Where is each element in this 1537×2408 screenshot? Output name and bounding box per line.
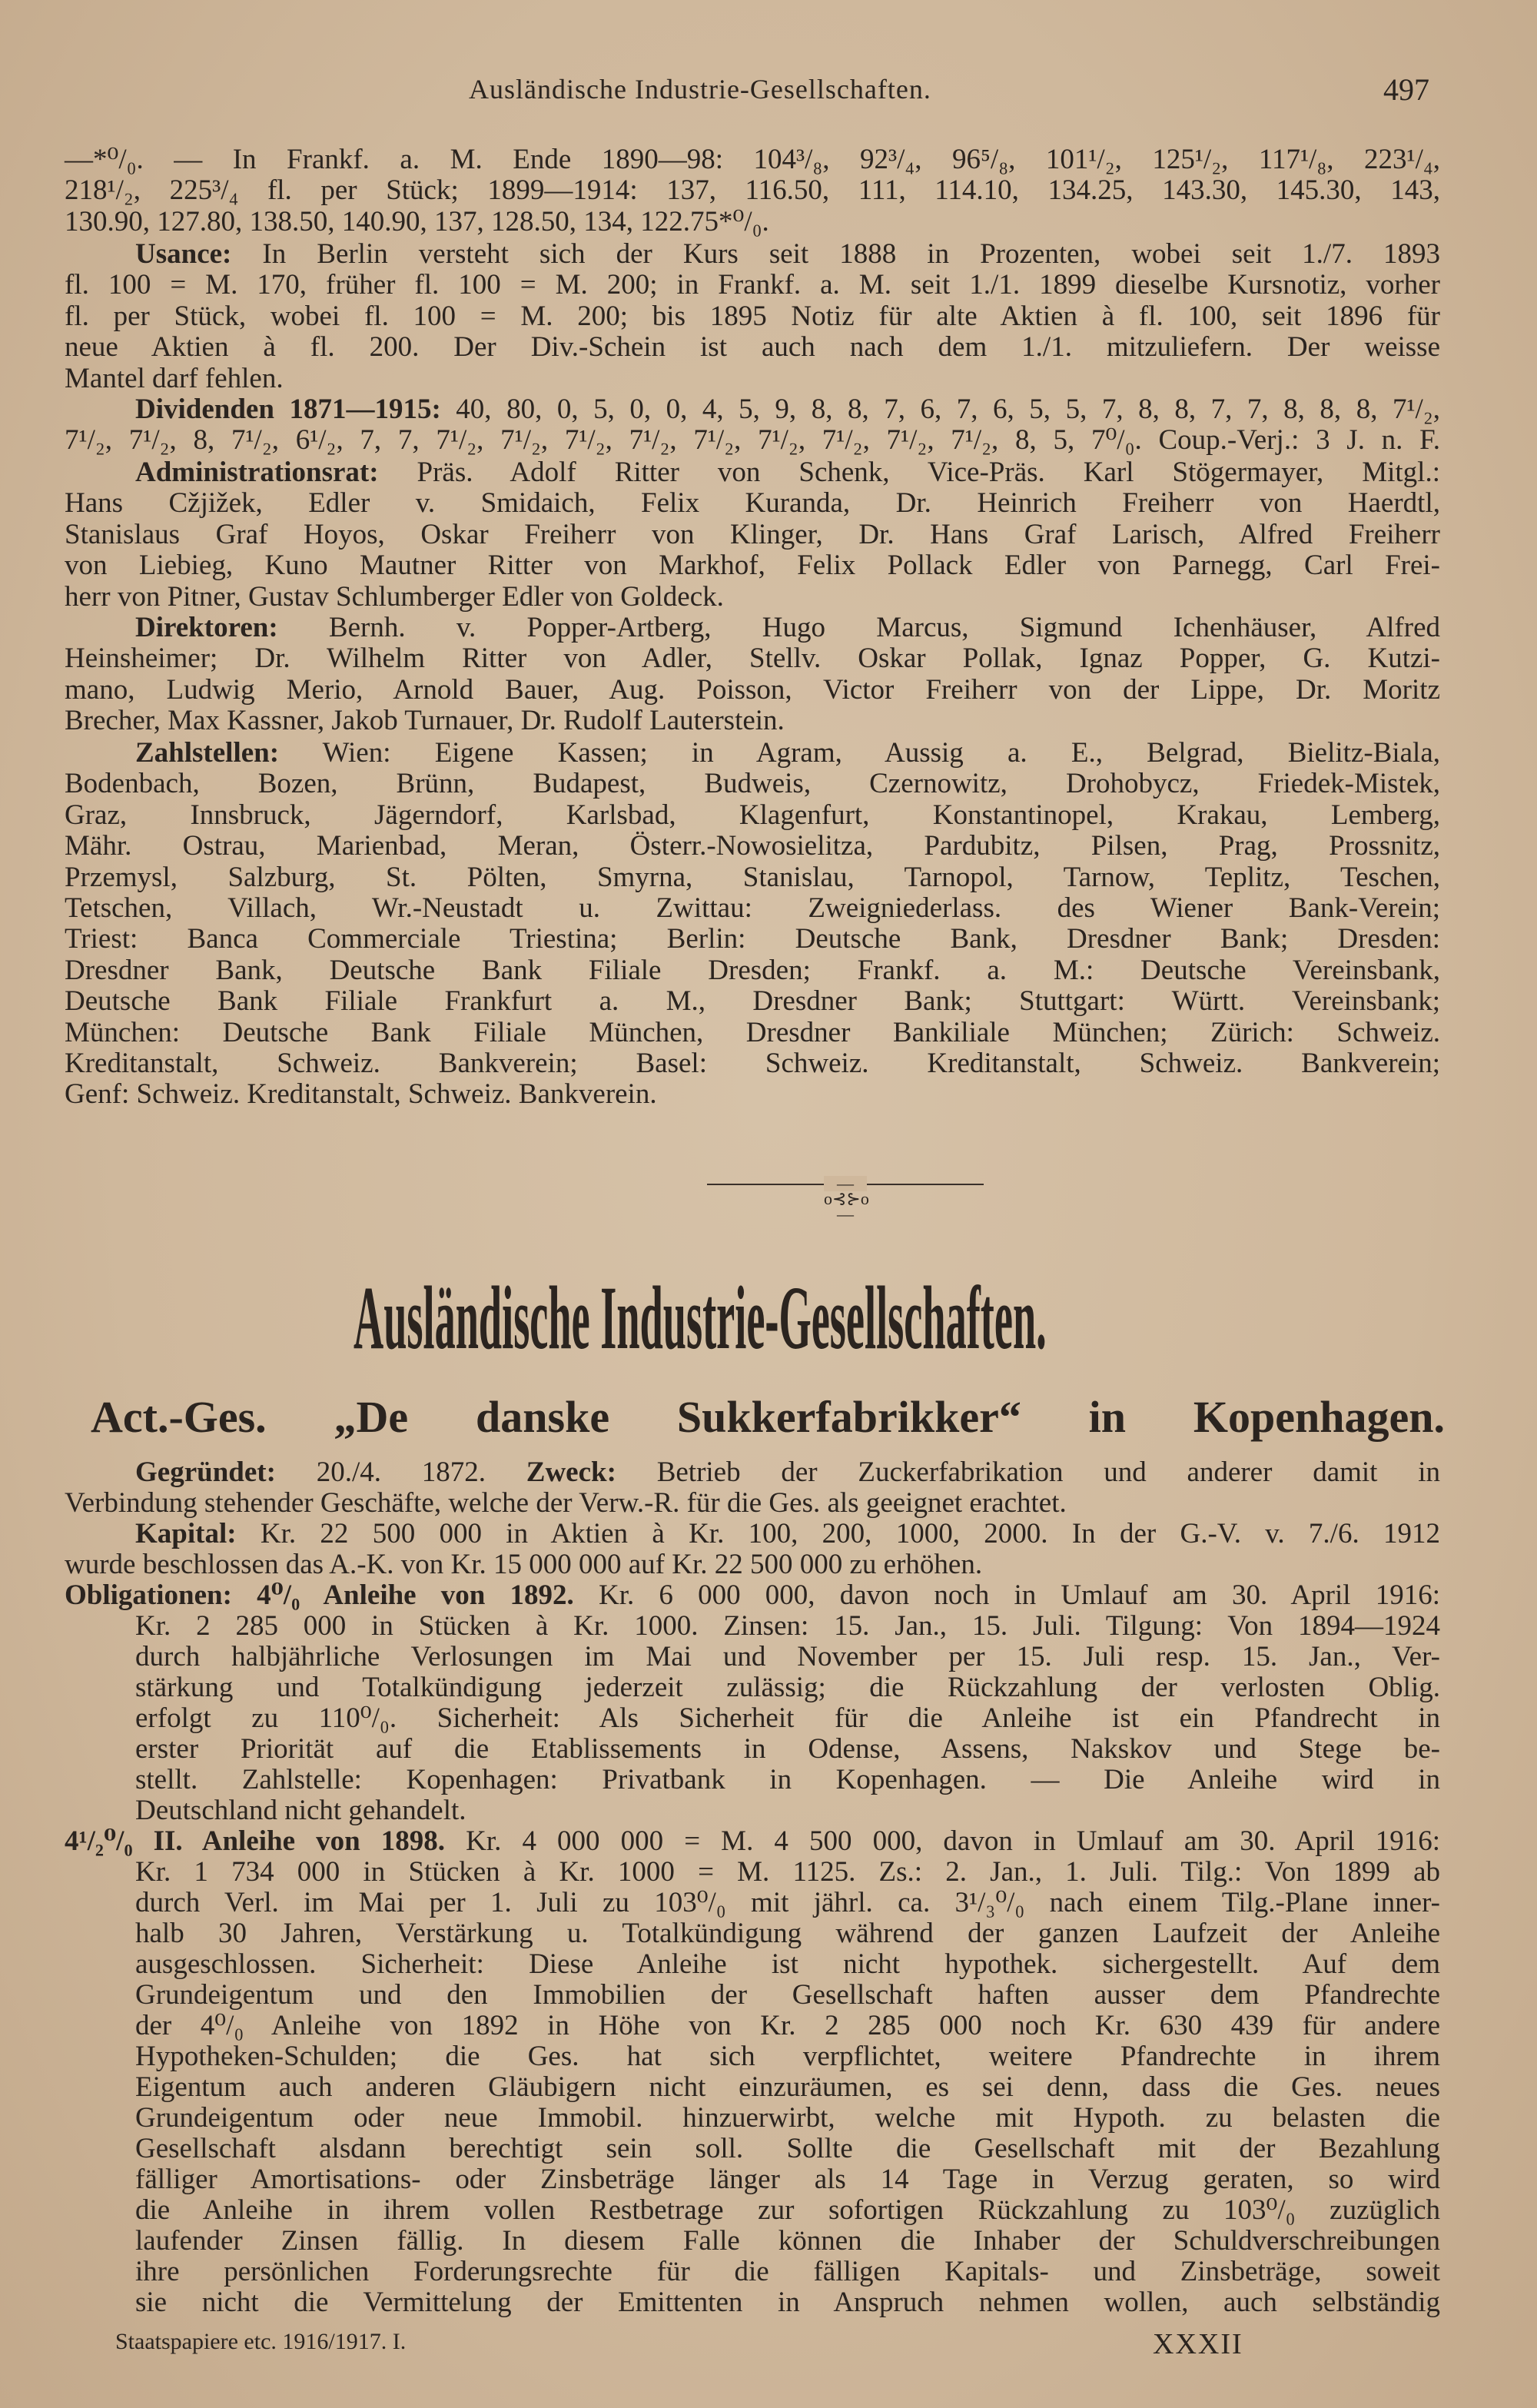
- text-line: mano, Ludwig Merio, Arnold Bauer, Aug. Poisson, Victor Freiherr von der Lippe, Dr. Moritz: [65, 673, 1440, 706]
- text-line: 218¹/₂, 225³/₄ fl. per Stück; 1899—1914: 137, 116.50, 111, 114.10, 134.25, 143.30, 145.30, 143,: [65, 174, 1440, 207]
- text-line: Deutsche Bank Filiale Frankfurt a. M., Dresdner Bank; Stuttgart: Württ. Vereinsbank;: [65, 985, 1440, 1018]
- text-line: Heinsheimer; Dr. Wilhelm Ritter von Adler, Stellv. Oskar Pollak, Ignaz Popper, G. Kutzi-: [65, 643, 1440, 675]
- text-line: Verbindung stehender Geschäfte, welche der Verw.-R. für die Ges. als geeignet erachtet.: [65, 1487, 1067, 1519]
- page-number: 497: [1383, 72, 1429, 107]
- text-line: erfolgt zu 110⁰/₀. Sicherheit: Als Sicherheit für die Anleihe ist ein Pfandrecht in: [135, 1702, 1440, 1734]
- text-line: Direktoren: Bernh. v. Popper-Artberg, Hugo Marcus, Sigmund Ichenhäuser, Alfred: [135, 612, 1440, 643]
- text-line: neue Aktien à fl. 200. Der Div.-Schein ist auch nach dem 1./1. mitzuliefern. Der weisse: [65, 331, 1440, 364]
- bold-lead: 4¹/₂⁰/₀ II. Anleihe von 1898.: [65, 1825, 446, 1857]
- bold-lead: Direktoren:: [135, 612, 278, 643]
- text-line: Mantel darf fehlen.: [65, 362, 284, 394]
- zahlstellen-paragraph: [65, 738, 1440, 1111]
- text-line: Brecher, Max Kassner, Jakob Turnauer, Dr. Rudolf Lauterstein.: [65, 705, 785, 737]
- text-line: fälliger Amortisations- oder Zinsbeträge länger als 14 Tage in Verzug geraten, so wird: [135, 2164, 1440, 2195]
- bold-lead: Obligationen: 4⁰/₀ Anleihe von 1892.: [65, 1579, 574, 1611]
- kapital-paragraph: [65, 1519, 1440, 1580]
- text-line: die Anleihe in ihrem vollen Restbetrage zur sofortigen Rückzahlung zu 103⁰/₀ zuzüglich: [135, 2194, 1440, 2226]
- text-line: Tetschen, Villach, Wr.-Neustadt u. Zwittau: Zweigniederlass. des Wiener Bank-Verein;: [65, 892, 1440, 924]
- text-line: Deutschland nicht gehandelt.: [135, 1795, 466, 1826]
- section-title: Ausländische Industrie-Gesellschaften.: [354, 1267, 1047, 1368]
- text-line: halb 30 Jahren, Verstärkung u. Totalkündigung während der ganzen Laufzeit der Anleihe: [135, 1918, 1440, 1949]
- bold-lead: Zahlstellen:: [135, 737, 280, 769]
- text-line: Mähr. Ostrau, Marienbad, Meran, Österr.-Nowosielitza, Pardubitz, Pilsen, Prag, Prossnitz,: [65, 830, 1440, 862]
- text-line: herr von Pitner, Gustav Schlumberger Edler von Goldeck.: [65, 580, 724, 613]
- text-line: Triest: Banca Commerciale Triestina; Berlin: Deutsche Bank, Dresdner Bank; Dresden:: [65, 923, 1440, 955]
- text-line: Zahlstellen: Wien: Eigene Kassen; in Agram, Aussig a. E., Belgrad, Bielitz-Biala,: [135, 737, 1440, 769]
- text-line: Kreditanstalt, Schweiz. Bankverein; Basel: Schweiz. Kreditanstalt, Schweiz. Bankverein;: [65, 1047, 1440, 1079]
- text-line: fl. 100 = M. 170, früher fl. 100 = M. 200; in Frankf. a. M. seit 1./1. 1899 dieselbe Kursnotiz, vorher: [65, 269, 1440, 301]
- text-line: München: Deutsche Bank Filiale München, Dresdner Bankiliale München; Zürich: Schweiz.: [65, 1016, 1440, 1048]
- text-line: ihre persönlichen Forderungsrechte für die fälligen Kapitals- und Zinsbeträge, soweit: [135, 2256, 1440, 2287]
- text-line: —*⁰/₀. — In Frankf. a. M. Ende 1890—98: 104³/₈, 92³/₄, 96⁵/₈, 101¹/₂, 125¹/₂, 117¹/₈, 223¹/₄,: [65, 144, 1440, 175]
- text-line: Hypotheken-Schulden; die Ges. hat sich verpflichtet, weitere Pfandrechte in ihrem: [135, 2041, 1440, 2072]
- text-line: Gesellschaft alsdann berechtigt sein soll. Sollte die Gesellschaft mit der Bezahlung: [135, 2133, 1440, 2164]
- obligationen-paragraph: [65, 1580, 1440, 1826]
- text-line: Genf: Schweiz. Kreditanstalt, Schweiz. Bankverein.: [65, 1078, 657, 1111]
- text-line: Stanislaus Graf Hoyos, Oskar Freiherr von Klinger, Dr. Hans Graf Larisch, Alfred Freiherr: [65, 518, 1440, 550]
- direktoren-paragraph: [65, 613, 1440, 737]
- gegruendet-paragraph: [65, 1457, 1440, 1519]
- bold-lead: Administrationsrat:: [135, 457, 379, 488]
- text-line: laufender Zinsen fällig. In diesem Falle können die Inhaber der Schuldverschreibungen: [135, 2225, 1440, 2257]
- usance-paragraph: [65, 239, 1440, 394]
- text-line: Eigentum auch anderen Gläubigern nicht einzuräumen, es sei denn, dass die Ges. neues: [135, 2071, 1440, 2103]
- text-line: Dresdner Bank, Deutsche Bank Filiale Dresden; Frankf. a. M.: Deutsche Vereinsbank,: [65, 954, 1440, 986]
- company-title: Act.-Ges. „De danske Sukkerfabrikker“ in Kopenhagen.: [91, 1392, 1445, 1442]
- text-line: Gegründet: 20./4. 1872. Zweck: Betrieb der Zuckerfabrikation und anderer damit in: [135, 1456, 1441, 1488]
- text-line: Bodenbach, Bozen, Brünn, Budapest, Budweis, Czernowitz, Drohobycz, Friedek-Mistek,: [65, 768, 1440, 800]
- text-line: stellt. Zahlstelle: Kopenhagen: Privatbank in Kopenhagen. — Die Anleihe wird in: [135, 1764, 1440, 1795]
- text-line: ausgeschlossen. Sicherheit: Diese Anleihe ist nicht hypothek. sichergestellt. Auf dem: [135, 1948, 1440, 1980]
- text-line: Obligationen: 4⁰/₀ Anleihe von 1892. Kr. 6 000 000, davon noch in Umlauf am 30. April 1916:: [65, 1579, 1440, 1611]
- text-line: 130.90, 127.80, 138.50, 140.90, 137, 128.50, 134, 122.75*⁰/₀.: [65, 205, 769, 237]
- bold-lead: Zweck:: [526, 1456, 616, 1488]
- text-line: Grundeigentum und den Immobilien der Gesellschaft haften ausser dem Pfandrechte: [135, 1979, 1440, 2011]
- text-line: der 4⁰/₀ Anleihe von 1892 in Höhe von Kr. 2 285 000 noch Kr. 630 439 für andere: [135, 2010, 1440, 2041]
- kurse-paragraph: [65, 144, 1440, 237]
- text-line: fl. per Stück, wobei fl. 100 = M. 200; bis 1895 Notiz für alte Aktien à fl. 100, seit 1896 für: [65, 300, 1440, 332]
- text-line: wurde beschlossen das A.-K. von Kr. 15 000 000 auf Kr. 22 500 000 zu erhöhen.: [65, 1549, 983, 1580]
- dividenden-paragraph: [65, 394, 1440, 457]
- text-line: Usance: In Berlin versteht sich der Kurs seit 1888 in Prozenten, wobei seit 1./7. 1893: [135, 238, 1440, 270]
- text-line: Grundeigentum oder neue Immobil. hinzuerwirbt, welche mit Hypoth. zu belasten die: [135, 2102, 1440, 2134]
- administrationsrat-paragraph: [65, 457, 1440, 613]
- text-line: Administrationsrat: Präs. Adolf Ritter von Schenk, Vice-Präs. Karl Stögermayer, Mitgl.:: [135, 457, 1440, 488]
- text-line: Przemysl, Salzburg, St. Pölten, Smyrna, Stanislau, Tarnopol, Tarnow, Teplitz, Teschen,: [65, 861, 1440, 893]
- text-line: Kr. 1 734 000 in Stücken à Kr. 1000 = M. 1125. Zs.: 2. Jan., 1. Juli. Tilg.: Von 1899 ab: [135, 1856, 1440, 1888]
- running-title: Ausländische Industrie-Gesellschaften.: [469, 74, 931, 105]
- text-line: Hans Cžjižek, Edler v. Smidaich, Felix Kuranda, Dr. Heinrich Freiherr von Haerdtl,: [65, 487, 1440, 520]
- footer-signature: Staatspapiere etc. 1916/1917. I.: [115, 2329, 407, 2354]
- bold-lead: Kapital:: [135, 1518, 237, 1549]
- text-line: Kapital: Kr. 22 500 000 in Aktien à Kr. 100, 200, 1000, 2000. In der G.-V. v. 7./6. 1912: [135, 1518, 1440, 1549]
- text-line: stärkung und Totalkündigung jederzeit zulässig; die Rückzahlung der verlosten Oblig.: [135, 1672, 1440, 1703]
- text-line: sie nicht die Vermittelung der Emittenten in Anspruch nehmen wollen, auch selbständig: [135, 2287, 1440, 2318]
- bold-lead: Usance:: [135, 238, 232, 270]
- ornament-flourish: —o⊰⊱o—: [824, 1174, 869, 1224]
- anleihe-1898-paragraph: [65, 1826, 1440, 2318]
- text-line: 4¹/₂⁰/₀ II. Anleihe von 1898. Kr. 4 000 000 = M. 4 500 000, davon in Umlauf am 30. April 1916:: [65, 1825, 1440, 1857]
- text-line: von Liebieg, Kuno Mautner Ritter von Markhof, Felix Pollack Edler von Parnegg, Carl Frei-: [65, 550, 1440, 582]
- text-line: durch Verl. im Mai per 1. Juli zu 103⁰/₀ mit jährl. ca. 3¹/₃⁰/₀ nach einem Tilg.-Plane inner-: [135, 1887, 1440, 1918]
- text-line: Dividenden 1871—1915: 40, 80, 0, 5, 0, 0, 4, 5, 9, 8, 8, 7, 6, 7, 6, 5, 5, 7, 8, 8, 7, 7, 8, 8, 8, 7¹/₂,: [135, 394, 1440, 425]
- text-line: Kr. 2 285 000 in Stücken à Kr. 1000. Zinsen: 15. Jan., 15. Juli. Tilgung: Von 1894—1924: [135, 1610, 1440, 1642]
- footer-sheet-number: XXXII: [1153, 2328, 1243, 2360]
- bold-lead: Dividenden 1871—1915:: [135, 394, 441, 425]
- text-line: durch halbjährliche Verlosungen im Mai und November per 15. Juli resp. 15. Jan., Ver-: [135, 1641, 1440, 1672]
- text-line: 7¹/₂, 7¹/₂, 8, 7¹/₂, 6¹/₂, 7, 7, 7¹/₂, 7¹/₂, 7¹/₂, 7¹/₂, 7¹/₂, 7¹/₂, 7¹/₂, 7¹/₂, 7¹/₂, 8, 5, 7⁰/₀. Coup.-Verj.: 3 J. n. F.: [65, 424, 1440, 457]
- text-line: erster Priorität auf die Etablissements in Odense, Assens, Nakskov und Stege be-: [135, 1733, 1440, 1765]
- text-line: Graz, Innsbruck, Jägerndorf, Karlsbad, Klagenfurt, Konstantinopel, Krakau, Lemberg,: [65, 799, 1440, 831]
- bold-lead: Gegründet:: [135, 1456, 276, 1488]
